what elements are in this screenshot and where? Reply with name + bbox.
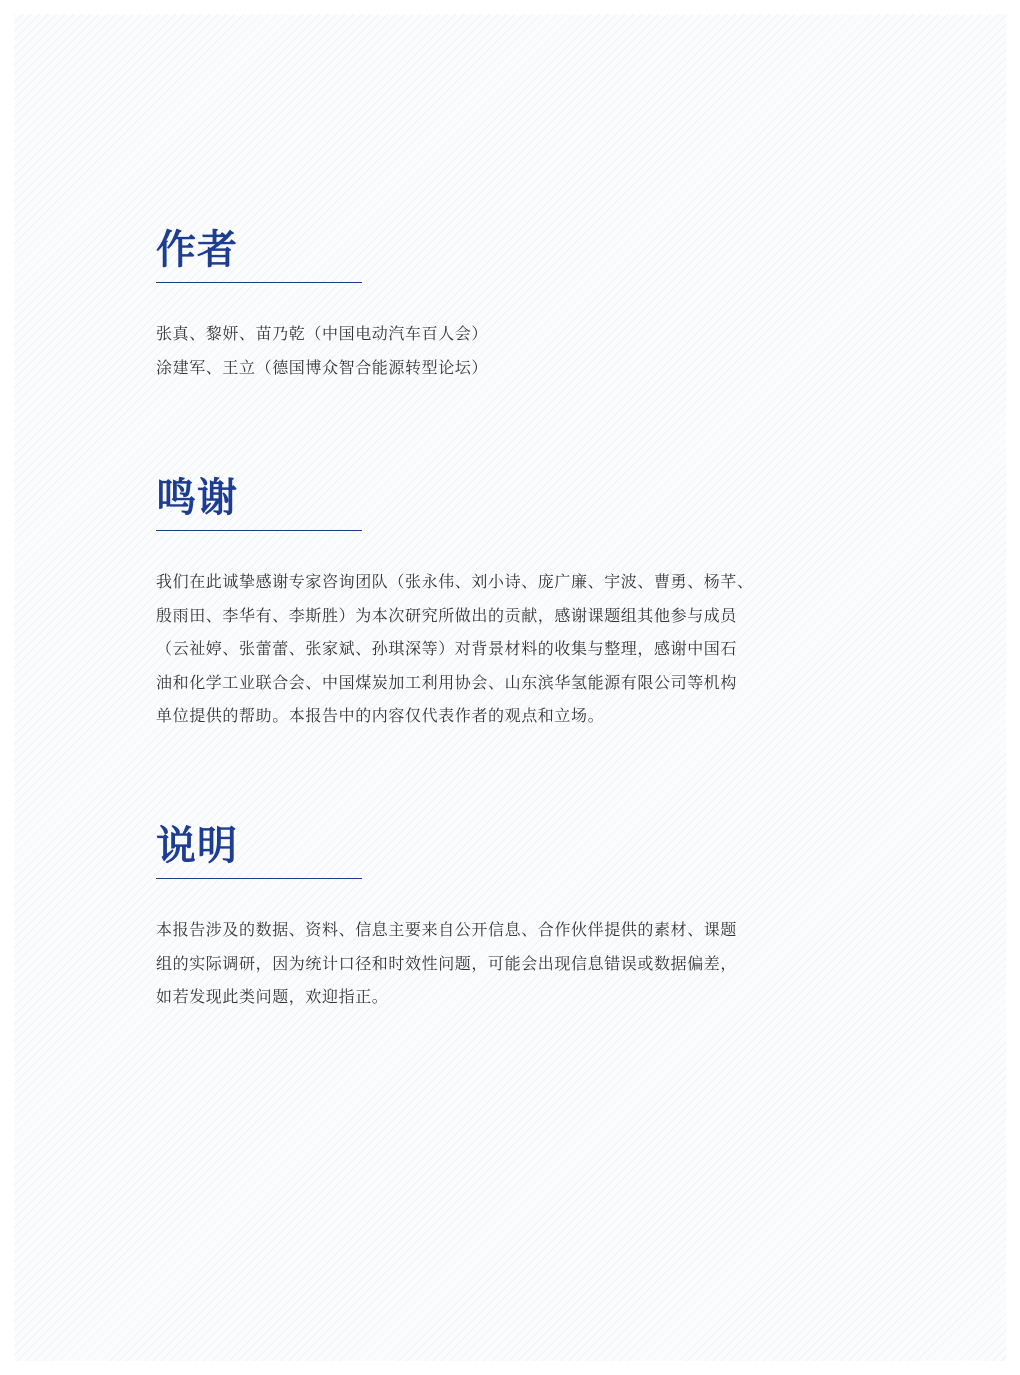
notes-section — [156, 822, 806, 1014]
authors-section — [156, 226, 806, 384]
acknowledgements-line: 油和化学工业联合会、中国煤炭加工利用协会、山东滨华氢能源有限公司等机构 — [156, 672, 738, 692]
acknowledgements-line: 单位提供的帮助。本报告中的内容仅代表作者的观点和立场。 — [156, 706, 605, 725]
notes-line: 如若发现此类问题，欢迎指正。 — [156, 987, 389, 1006]
notes-heading-underline — [156, 878, 362, 879]
notes-heading: 说明 — [156, 823, 238, 869]
authors-line: 涂建军、王立（德国博众智合能源转型论坛） — [156, 357, 489, 377]
acknowledgements-line: 我们在此诚挚感谢专家咨询团队（张永伟、刘小诗、庞广廉、宇波、曹勇、杨芊、 — [156, 572, 754, 591]
acknowledgements-line: 殷雨田、李华有、李斯胜）为本次研究所做出的贡献，感谢课题组其他参与成员 — [156, 605, 738, 625]
acknowledgements-heading-underline — [156, 530, 362, 531]
authors-list — [156, 317, 806, 384]
acknowledgements-section — [156, 474, 806, 733]
authors-line: 张真、黎妍、苗乃乾（中国电动汽车百人会） — [156, 324, 489, 343]
notes-line: 本报告涉及的数据、资料、信息主要来自公开信息、合作伙伴提供的素材、课题 — [156, 920, 738, 939]
notes-paragraph — [156, 913, 806, 1014]
authors-heading: 作者 — [156, 227, 238, 273]
acknowledgements-heading: 鸣谢 — [156, 475, 238, 521]
acknowledgements-line: （云祉婷、张蕾蕾、张家斌、孙琪深等）对背景材料的收集与整理，感谢中国石 — [156, 639, 738, 658]
acknowledgements-paragraph — [156, 565, 806, 733]
notes-line: 组的实际调研，因为统计口径和时效性问题，可能会出现信息错误或数据偏差， — [156, 953, 738, 973]
authors-heading-underline — [156, 282, 362, 283]
